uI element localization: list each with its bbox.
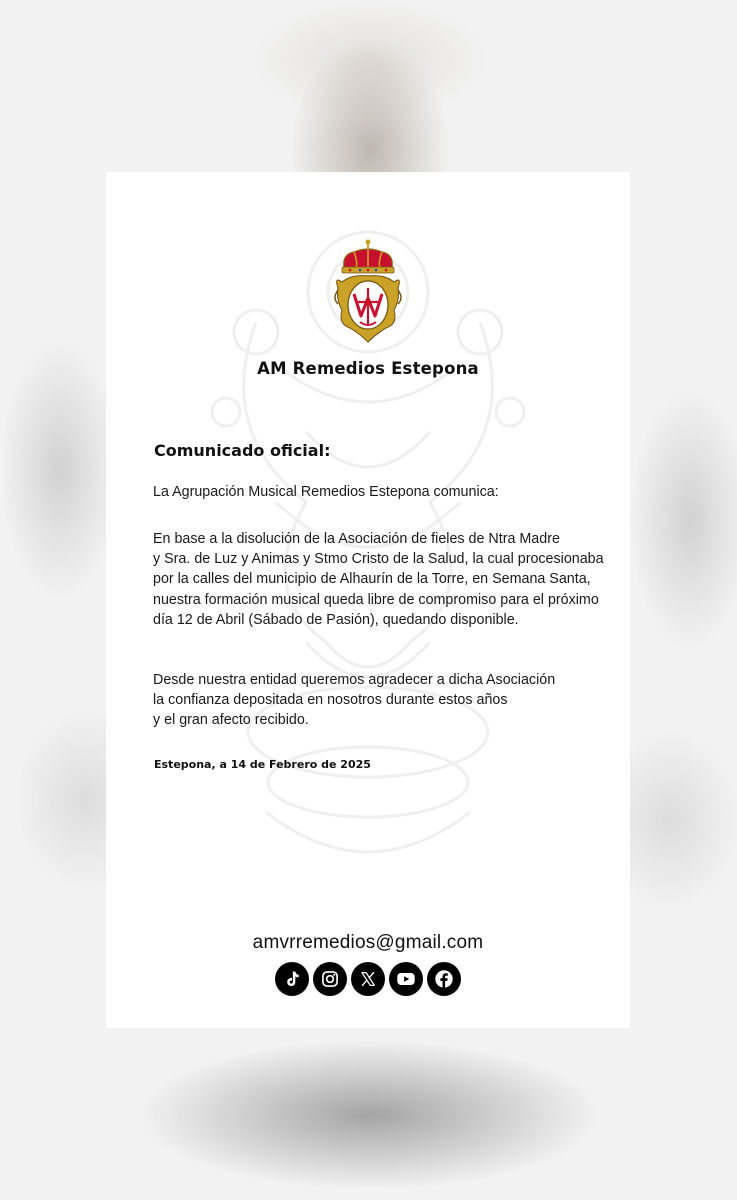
paragraph-line: por la calles del municipio de Alhaurín de la Torre, en Semana Santa, [153, 571, 591, 588]
organization-name: AM Remedios Estepona [257, 359, 479, 378]
shield-icon [335, 276, 401, 342]
social-links [275, 962, 461, 996]
crest-logo [334, 238, 402, 344]
intro-text: La Agrupación Musical Remedios Estepona comunica: [153, 484, 499, 500]
youtube-icon[interactable] [389, 962, 423, 996]
paragraph-line: y el gran afecto recibido. [153, 712, 309, 729]
paragraph-line: la confianza depositada en nosotros durante estos años [153, 692, 508, 709]
instagram-icon[interactable] [313, 962, 347, 996]
paragraph-disolucion [153, 529, 604, 630]
tiktok-icon[interactable] [275, 962, 309, 996]
x-icon[interactable] [351, 962, 385, 996]
announcement-heading: Comunicado oficial: [154, 441, 331, 460]
date-line: Estepona, a 14 de Febrero de 2025 [154, 758, 371, 771]
facebook-icon[interactable] [427, 962, 461, 996]
paragraph-line: día 12 de Abril (Sábado de Pasión), quedando disponible. [153, 611, 519, 628]
paragraph-line: Desde nuestra entidad queremos agradecer a dicha Asociación [153, 672, 556, 688]
paragraph-line: nuestra formación musical queda libre de compromiso para el próximo [153, 591, 599, 608]
contact-email[interactable]: amvrremedios@gmail.com [252, 932, 484, 953]
announcement-card [106, 172, 630, 1028]
paragraph-line: y Sra. de Luz y Animas y Stmo Cristo de la Salud, la cual procesionaba [153, 551, 604, 568]
crown-icon [342, 240, 394, 274]
paragraph-agradecimiento [153, 670, 555, 731]
paragraph-line: En base a la disolución de la Asociación de fieles de Ntra Madre [153, 531, 560, 547]
